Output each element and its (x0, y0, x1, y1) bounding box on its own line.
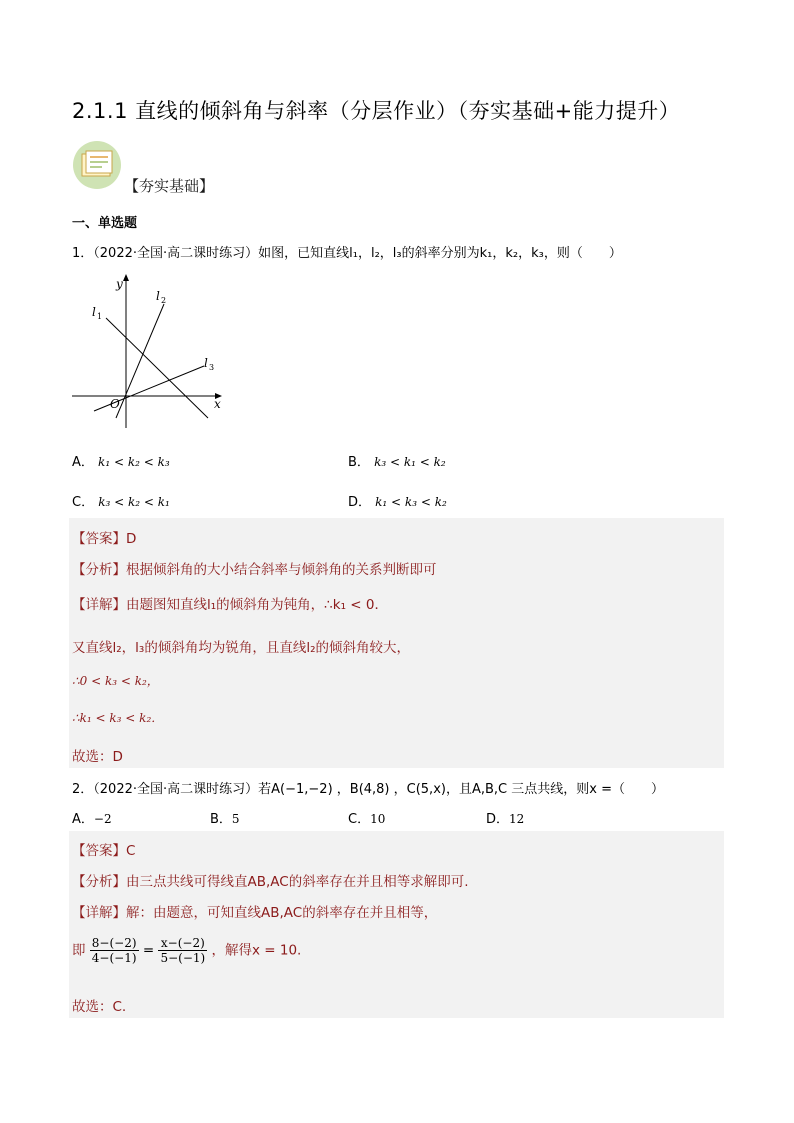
option-d[interactable]: D．12 (486, 812, 525, 827)
choose-line: 故选：C. (72, 999, 127, 1015)
detail-line-3: ∴0 < k₃ < k₂， (72, 674, 159, 688)
y-axis-label: y (116, 277, 123, 291)
line-l1-label: l (92, 305, 96, 319)
answer-line: 【答案】C (72, 843, 136, 859)
page-title: 2.1.1 直线的倾斜角与斜率（分层作业）（夯实基础+能力提升） (72, 99, 681, 123)
question-number: 1． (72, 246, 94, 261)
question-source: （2022·全国·高二课时练习） (93, 782, 259, 797)
line-l1-subscript: 1 (97, 312, 103, 321)
question-text: 若A(−1,−2) ，B(4,8) ，C(5,x)，且A,B,C 三点共线，则x =（ ） (258, 782, 664, 797)
line-l3-subscript: 3 (209, 363, 215, 372)
detail-line-2: 又直线l₂，l₃的倾斜角均为锐角，且直线l₂的倾斜角较大， (72, 640, 410, 656)
question-text: 如图，已知直线l₁，l₂，l₃的斜率分别为k₁，k₂，k₃，则（ ） (258, 246, 622, 261)
detail-line-4: ∴k₁ < k₃ < k₂． (72, 711, 164, 725)
question-2-stem (72, 778, 664, 797)
notebook-badge-icon (72, 140, 122, 190)
option-c[interactable]: C．10 (348, 812, 386, 827)
question-number: 2． (72, 782, 94, 797)
line-l2-label: l (156, 289, 160, 303)
option-b[interactable]: B． k₃ < k₁ < k₂ (348, 455, 446, 470)
detail-line-2: 即 $\frac{8-(-2)}{4-(-1)}$ = $\frac{x-(-2)}{5-(-1)}$ ，解得x = 10. (72, 936, 302, 965)
fraction-ac: $\frac{x-(-2)}{5-(-1)}$ (160, 936, 206, 965)
analysis-line: 【分析】根据倾斜角的大小结合斜率与倾斜角的关系判断即可 (72, 562, 437, 578)
analysis-line: 【分析】由三点共线可得线直AB,AC的斜率存在并且相等求解即可. (72, 874, 469, 890)
question-1-stem (72, 242, 622, 261)
option-a[interactable]: A．−2 (72, 812, 112, 827)
line-l2-subscript: 2 (161, 296, 167, 305)
option-c[interactable]: C． k₃ < k₂ < k₁ (72, 495, 170, 510)
answer-line: 【答案】D (72, 531, 137, 547)
origin-label: O (110, 397, 120, 411)
choose-line: 故选：D (72, 749, 123, 765)
detail-line-1: 【详解】由题图知直线l₁的倾斜角为钝角，∴k₁ < 0． (72, 597, 388, 613)
question-source: （2022·全国·高二课时练习） (93, 246, 259, 261)
x-axis-label: x (214, 397, 221, 411)
option-a[interactable]: A． k₁ < k₂ < k₃ (72, 455, 170, 470)
answer-panel-2 (69, 831, 724, 1018)
option-b[interactable]: B．5 (210, 812, 240, 827)
coordinate-graph (72, 268, 232, 428)
detail-line-1: 【详解】解：由题意，可知直线AB,AC的斜率存在并且相等， (72, 905, 438, 921)
section-heading: 一、单选题 (72, 216, 138, 231)
option-d[interactable]: D． k₁ < k₃ < k₂ (348, 495, 447, 510)
line-l3-label: l (204, 356, 208, 370)
fraction-ab: $\frac{8-(-2)}{4-(-1)}$ (91, 936, 137, 965)
section-badge-label: 【夯实基础】 (124, 177, 215, 195)
